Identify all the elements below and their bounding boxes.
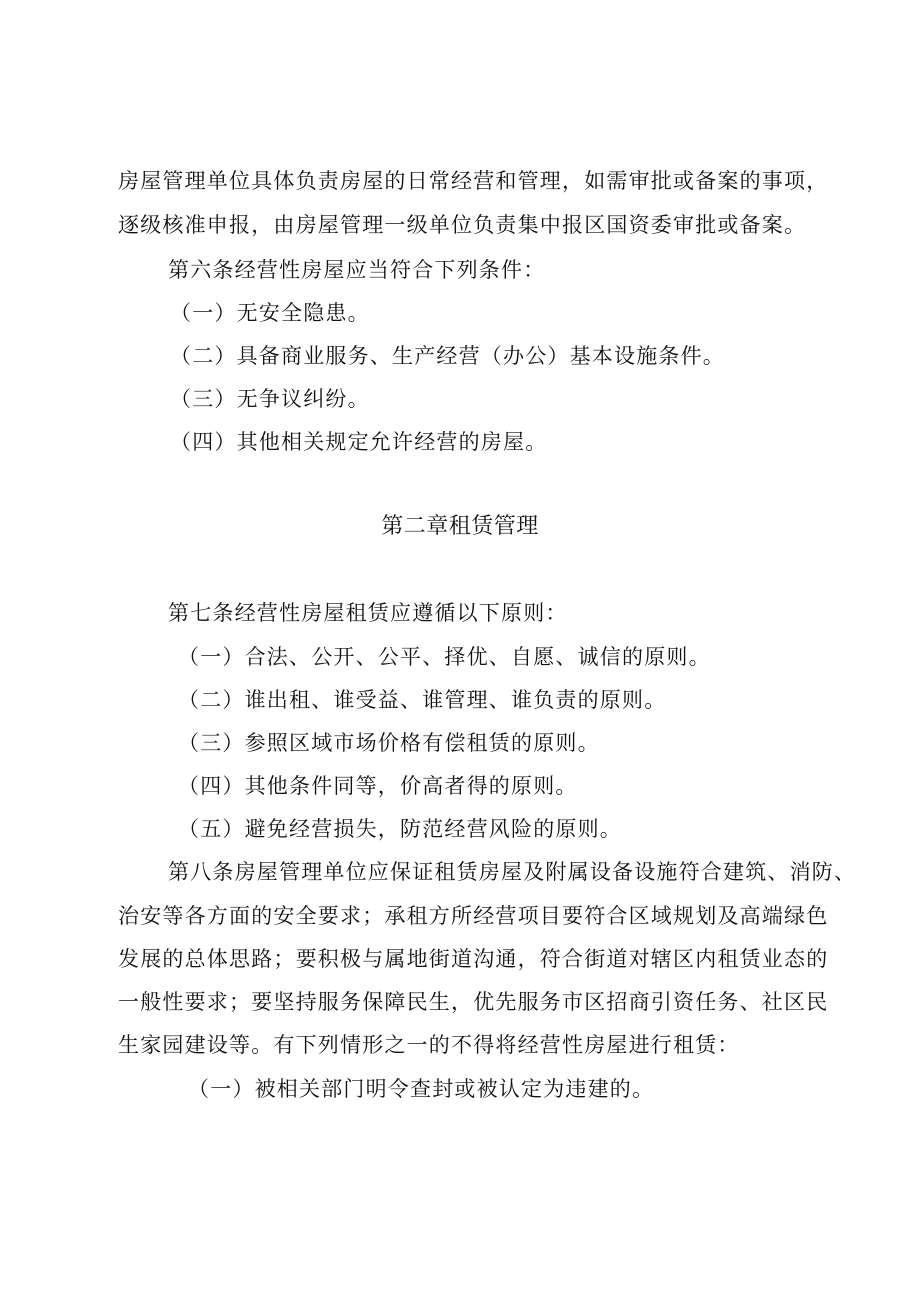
list-item: （二）具备商业服务、生产经营（办公）基本设施条件。 [170, 344, 725, 368]
paragraph-line: 第八条房屋管理单位应保证租赁房屋及附属设备设施符合建筑、消防、 [168, 860, 857, 884]
list-item: （五）避免经营损失，防范经营风险的原则。 [178, 817, 622, 841]
list-item: （三）无争议纠纷。 [170, 387, 370, 411]
list-item: （二）谁出租、谁受益、谁管理、谁负责的原则。 [178, 688, 667, 712]
list-item: （一）合法、公开、公平、择优、自愿、诚信的原则。 [178, 645, 711, 669]
list-item: （四）其他相关规定允许经营的房屋。 [170, 430, 548, 454]
paragraph-line: 逐级核准申报，由房屋管理一级单位负责集中报区国资委审批或备案。 [118, 213, 807, 237]
list-item: （一）无安全隐患。 [170, 301, 370, 325]
paragraph-line: 生家园建设等。有下列情形之一的不得将经营性房屋进行租赁： [118, 1033, 740, 1057]
chapter-title: 第二章租赁管理 [381, 514, 539, 539]
list-item: （四）其他条件同等，价高者得的原则。 [178, 774, 578, 798]
paragraph-line: 房屋管理单位具体负责房屋的日常经营和管理，如需审批或备案的事项， [118, 169, 829, 193]
list-item: （三）参照区域市场价格有偿租赁的原则。 [178, 731, 600, 755]
list-item: （一）被相关部门明令查封或被认定为违建的。 [188, 1077, 655, 1101]
paragraph-line: 一般性要求；要坚持服务保障民生，优先服务市区招商引资任务、社区民 [118, 990, 829, 1014]
article-7-heading: 第七条经营性房屋租赁应遵循以下原则： [168, 601, 568, 625]
article-6-heading: 第六条经营性房屋应当符合下列条件： [168, 258, 546, 282]
paragraph-line: 治安等各方面的安全要求；承租方所经营项目要符合区域规划及高端绿色 [118, 904, 829, 928]
paragraph-line: 发展的总体思路；要积极与属地街道沟通，符合街道对辖区内租赁业态的 [118, 947, 829, 971]
